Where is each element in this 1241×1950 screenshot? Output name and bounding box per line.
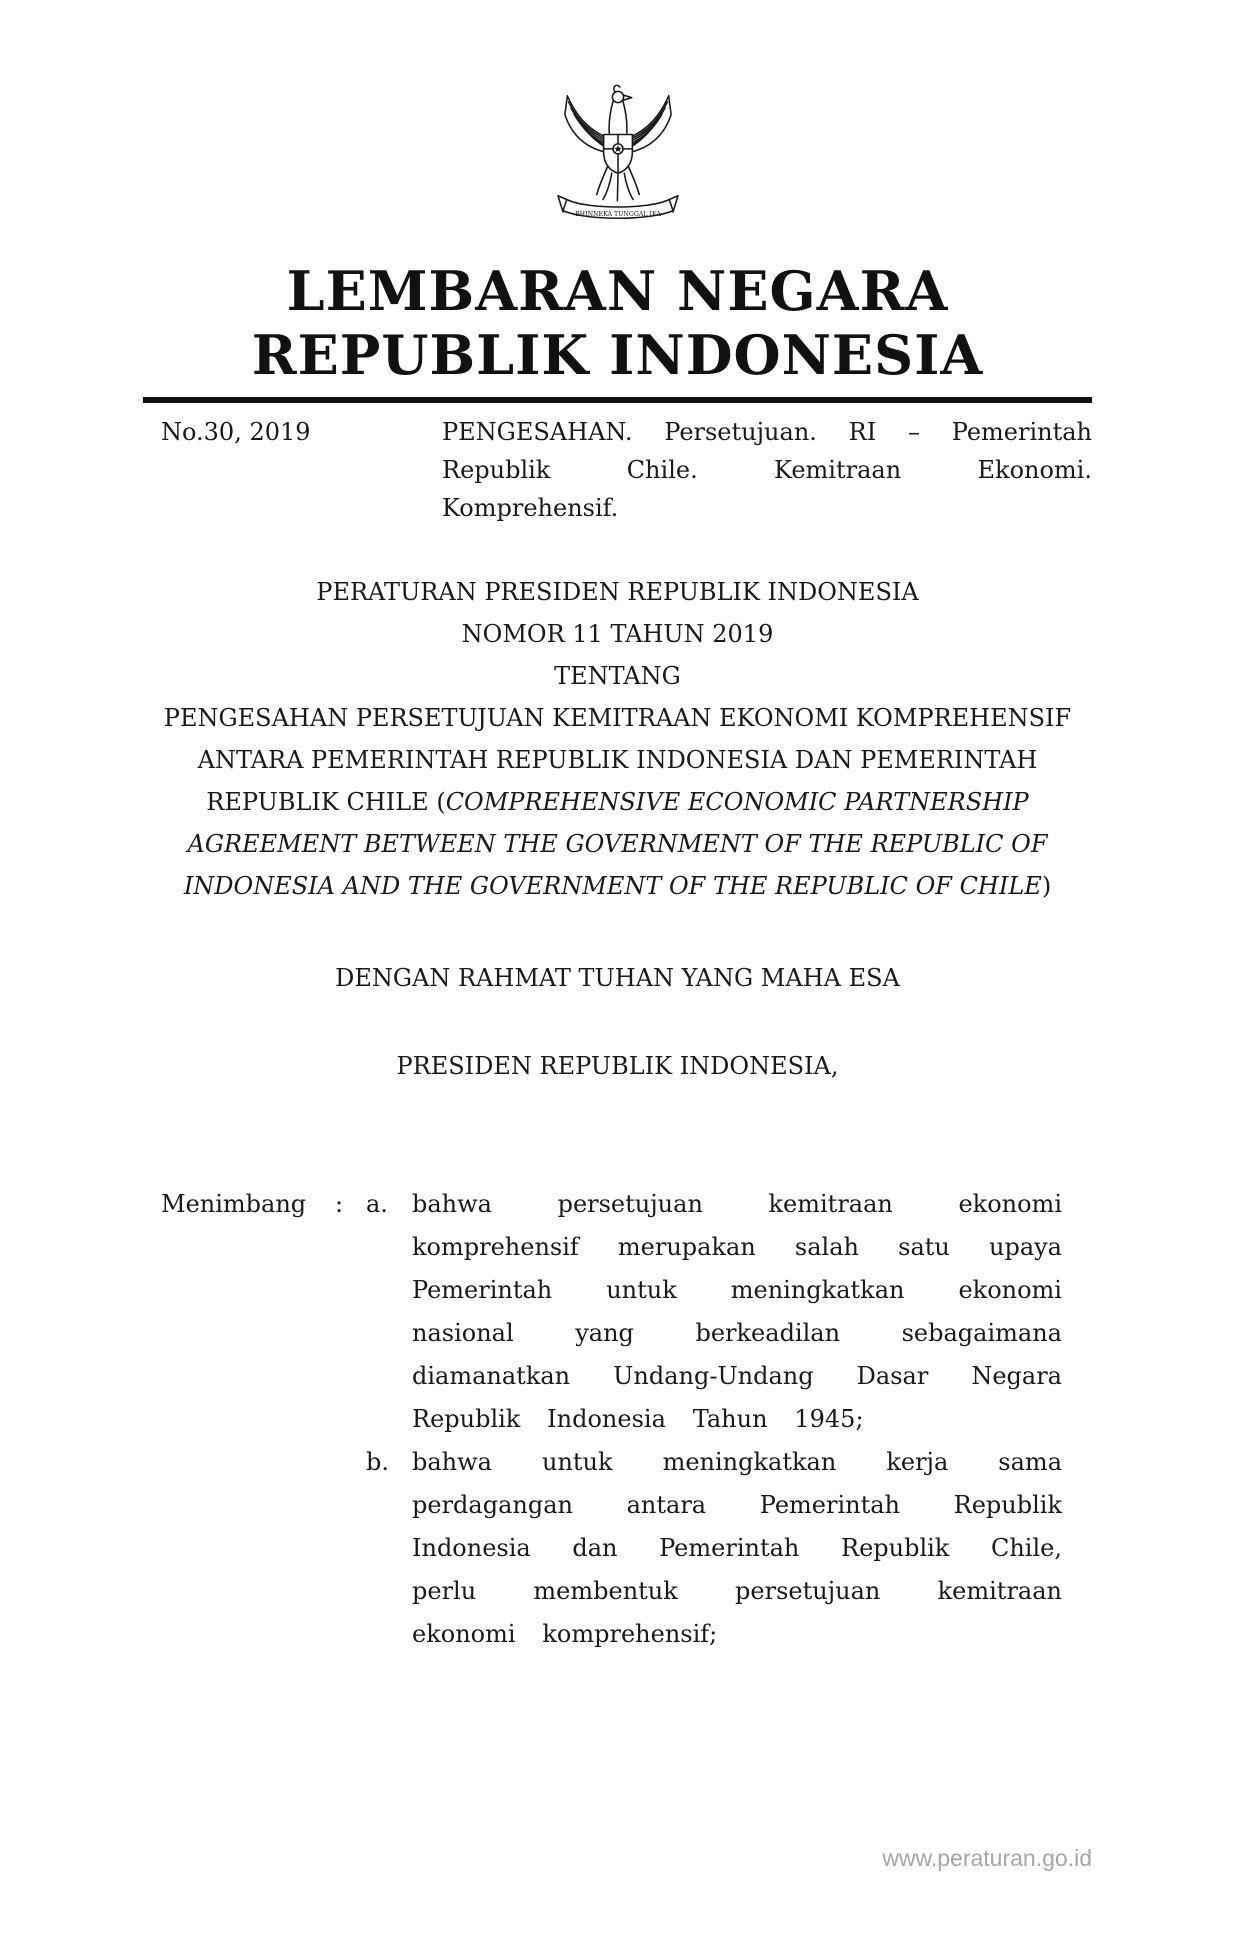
gazette-subject: PENGESAHAN. Persetujuan. RI – Pemerintah Republik Chile. Kemitraan Ekonomi. Komprehensif. (442, 418, 1092, 522)
garuda-pancasila-emblem (543, 78, 693, 241)
considerations-grid (161, 1183, 1062, 1656)
emblem-motto: BHINNEKA TUNGGAL IKA (574, 210, 661, 218)
masthead-title-line1: LEMBARAN NEGARA (286, 259, 949, 323)
spacer (335, 1441, 366, 1656)
decree-subject-line-5-italic: INDONESIA AND THE GOVERNMENT OF THE REPUBLIC OF CHILE (183, 872, 1042, 900)
decree-subject-line-2: ANTARA PEMERINTAH REPUBLIK INDONESIA DAN PEMERINTAH (197, 746, 1038, 774)
decree-subject-line-5-closing: ) (1041, 872, 1052, 900)
considerations-label: Menimbang (161, 1190, 307, 1218)
decree-subject-line-5 (143, 865, 1092, 907)
invocation: DENGAN RAHMAT TUHAN YANG MAHA ESA (335, 964, 900, 992)
decree-subject-line-3-regular: REPUBLIK CHILE ( (206, 788, 446, 816)
decree-subject-line-1: PENGESAHAN PERSETUJUAN KEMITRAAN EKONOMI KOMPREHENSIF (163, 704, 1072, 732)
authority-heading: PRESIDEN REPUBLIK INDONESIA, (396, 1052, 839, 1080)
gazette-number: No.30, 2019 (161, 418, 311, 446)
considerations-separator: : (335, 1190, 344, 1218)
spacer (161, 1441, 335, 1656)
consideration-letter: a. (366, 1190, 388, 1218)
page-content (143, 0, 1092, 1656)
decree-subject-line-3-italic: COMPREHENSIVE ECONOMIC PARTNERSHIP (445, 788, 1029, 816)
emblem-container (543, 78, 693, 245)
masthead (143, 259, 1092, 387)
consideration-text: bahwa untuk meningkatkan kerja sama perdagangan antara Pemerintah Republik Indonesia dan Pemerintah Republik Chile, perlu membentuk persetujuan kemitraan ekonomi komprehensif; (412, 1448, 1062, 1648)
decree-heading (143, 571, 1092, 907)
gazette-header-row (143, 413, 1092, 527)
emblem-head (612, 85, 631, 102)
footer-url: www.peraturan.go.id (882, 1845, 1092, 1871)
decree-number: NOMOR 11 TAHUN 2019 (461, 620, 774, 648)
consideration-text: bahwa persetujuan kemitraan ekonomi komprehensif merupakan salah satu upaya Pemerintah untuk meningkatkan ekonomi nasional yang berkeadilan sebagaimana diamanatkan Undang-Undang Dasar Negara Republik Indonesia Tahun 1945; (412, 1190, 1062, 1433)
emblem-body (609, 101, 627, 133)
considerations-section (143, 1183, 1092, 1656)
decree-title: PERATURAN PRESIDEN REPUBLIK INDONESIA (316, 578, 919, 606)
consideration-letter: b. (366, 1448, 389, 1476)
decree-subject-line-3 (143, 781, 1092, 823)
tentang-label: TENTANG (554, 662, 681, 690)
decree-subject-line-4: AGREEMENT BETWEEN THE GOVERNMENT OF THE REPUBLIC OF (187, 830, 1048, 858)
masthead-rule (143, 397, 1092, 403)
masthead-title-line2: REPUBLIK INDONESIA (251, 323, 984, 387)
